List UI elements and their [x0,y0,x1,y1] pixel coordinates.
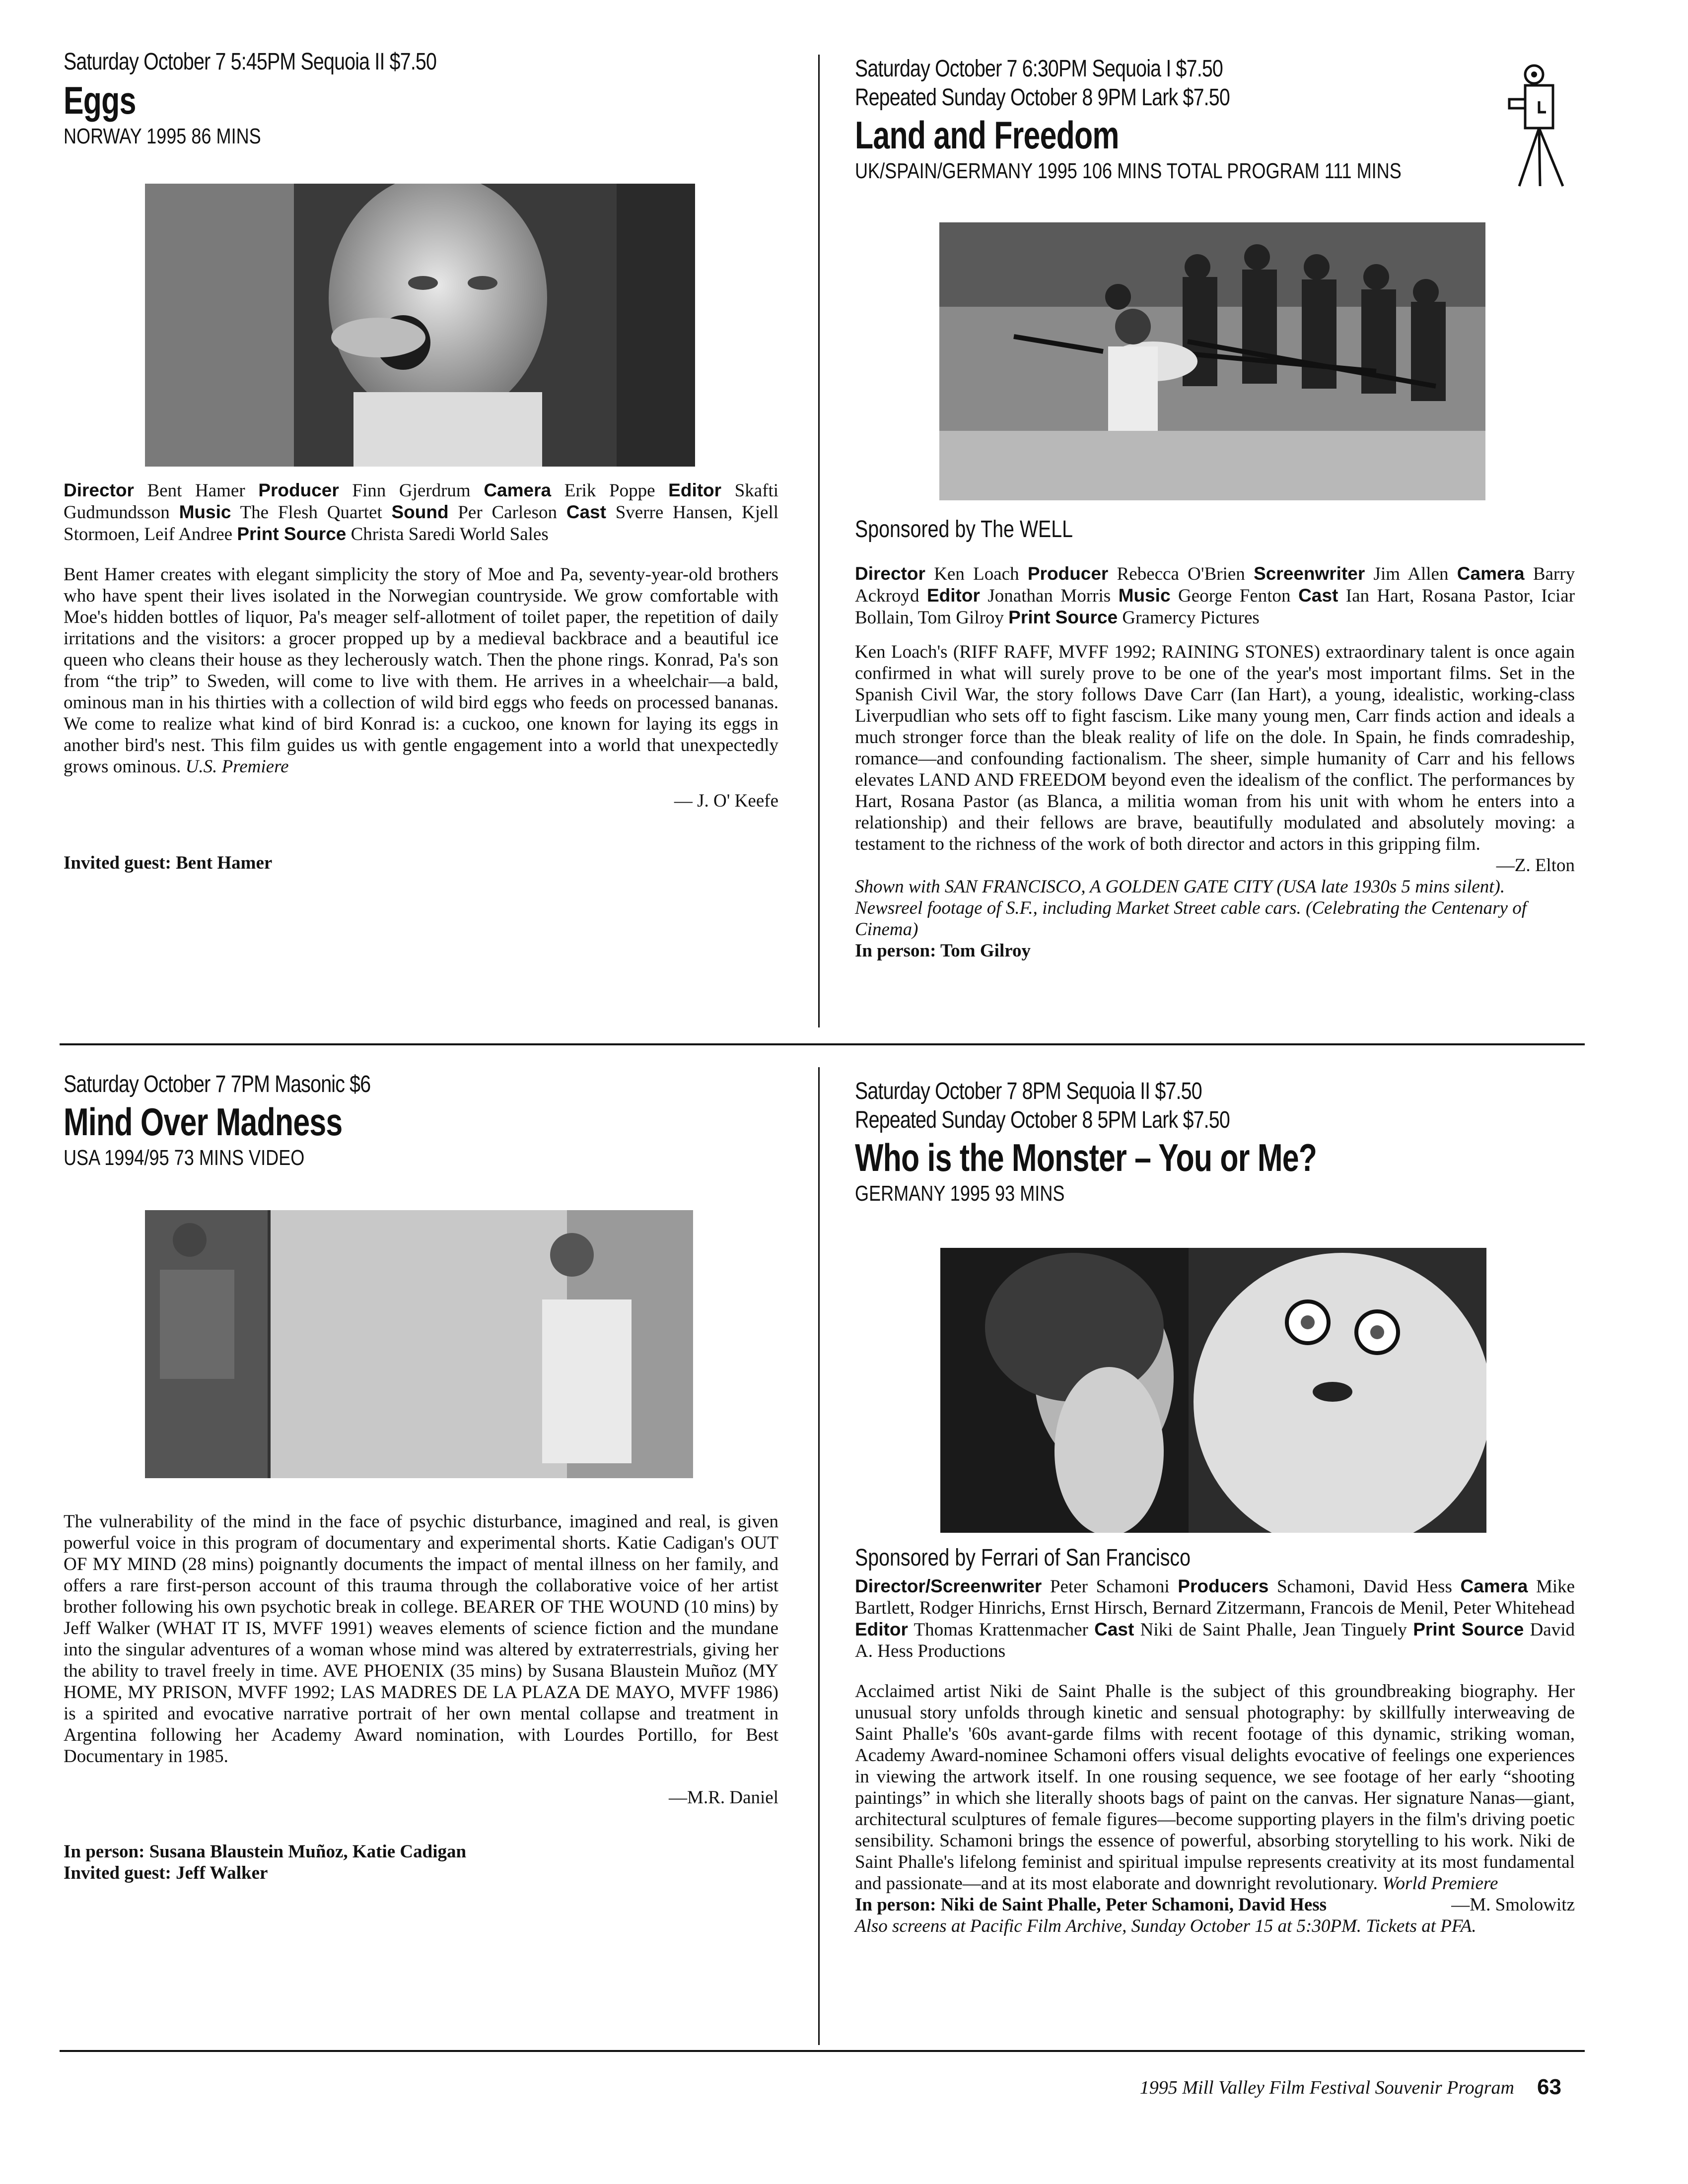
mind-title: Mind Over Madness [64,1100,343,1144]
mind-synopsis: The vulnerability of the mind in the face of psychic disturbance, imagined and real, is given powerful voice in this program of documentary and experimental shorts. Katie Cadigan's OUT OF MY MIND (28 mins) poignantly documents the impact of mental illness on her family, and offers a rare first-person account of this trauma through the collaborative voice of her artist brother following his own psychotic break in college. BEARER OF THE WOUND (10 mins) by Jeff Walker (WHAT IT IS, MVFF 1991) weaves elements of science fiction and the mundane into the singular adventures of a woman whose mind was altered by extraterrestrials, giving her the ability to travel freely in time. AVE PHOENIX (35 mins) by Susana Blaustein Muñoz (MY HOME, MY PRISON, MVFF 1992; LAS MADRES DE LA PLAZA DE MAYO, MVFF 1986) is a spirited and evocative narrative portrait of her own mental collapse and treatment in Argentina following her Academy Award nomination, with Lourdes Portillo, for Best Documentary in 1985. [64,1511,778,1767]
monster-repeat: Repeated Sunday October 8 5PM Lark $7.50 [855,1107,1230,1133]
credit-role: Editor [855,1619,908,1639]
credit-role: Producer [1027,563,1109,584]
credit-name: George Fenton [1178,586,1291,606]
mind-schedule: Saturday October 7 7PM Masonic $6 [64,1071,371,1097]
monster-guest: In person: Niki de Saint Phalle, Peter Schamoni, David Hess [855,1895,1327,1915]
credit-name: David A. Hess Productions [855,1620,1575,1661]
footer-program-title: 1995 Mill Valley Film Festival Souvenir Program [1139,2077,1514,2098]
credit-name: Per Carleson [458,502,557,523]
monster-still-photo [940,1248,1486,1533]
eggs-details [64,479,778,874]
monster-credits [855,1575,1575,1662]
premiere-note: U.S. Premiere [185,756,289,777]
eggs-schedule: Saturday October 7 5:45PM Sequoia II $7.50 [64,49,437,75]
eggs-credits [64,479,778,545]
credit-role: Director [64,480,134,500]
credit-name: Schamoni, David Hess [1276,1576,1452,1597]
land-shown-with: Shown with SAN FRANCISCO, A GOLDEN GATE CITY (USA late 1930s 5 mins silent). Newsreel footage of S.F., including Market Street cable cars. (Celebrating the Centenary of Cinema) [855,877,1527,940]
credit-role: Cast [1094,1619,1134,1639]
eggs-byline: — J. O' Keefe [674,791,778,811]
credit-role: Producer [258,480,339,500]
premiere-note: World Premiere [1382,1873,1498,1894]
credit-name: Ian Hart, Rosana Pastor, Iciar Bollain, Tom Gilroy [855,586,1575,628]
land-meta: UK/SPAIN/GERMANY 1995 106 MINS TOTAL PROGRAM 111 MINS [855,159,1402,183]
mind-guest-in-person: In person: Susana Blaustein Muñoz, Katie Cadigan [64,1842,467,1862]
synopsis-text: Acclaimed artist Niki de Saint Phalle is the subject of this groundbreaking biography. Her unusual story unfolds through kinetic and sensual photography: by skillfully interweaving de Saint Phalle's '60s avant-garde films with recent footage of this dynamic, striking woman, Academy Award-nominee Schamoni offers visual delights evocative of feelings one experiences in viewing the artwork itself. In one rousing sequence, we see footage of her early “shooting paintings” in which she literally shoots bags of paint on the canvas. Her signature Nanas—giant, architectural sculptures of female figures—become supporting players in the film's driving poetic sensibility. Schamoni brings the essence of powerful, absorbing storytelling to his work. Niki de Saint Phalle's lifelong feminist and spiritual impulse represents creativity at its most fundamental and passionate—and at its most elaborate and downright revolutionary. [855,1681,1575,1894]
credit-role: Editor [926,585,980,606]
credit-name: Sverre Hansen, Kjell Stormoen, Leif Andree [64,502,778,545]
credit-role: Music [179,502,231,522]
synopsis-text: Bent Hamer creates with elegant simplicity the story of Moe and Pa, seventy-year-old brothers who have spent their lives isolated in the Norwegian countryside. We grow comfortable with Moe's hidden bottles of liquor, Pa's meager self-allotment of toilet paper, the repetition of daily irritations and the visitors: a grocer propped up by a medieval backbrace and a beautiful ice queen who cleans their house as they lecherously watch. Then the phone rings. Konrad, Pa's son from “the trip” to Sweden, will come to live with them. He arrives in a wheelchair—a bald, ominous man in his thirties with a collection of wild bird eggs who feeds on processed bananas. We come to realize what kind of bird Konrad is: a cuckoo, one known for laying its eggs in another bird's nest. This film guides us with gentle engagement into a world that unexpectedly grows ominous. [64,564,778,777]
credit-role: Print Source [1008,607,1118,627]
credit-name: Peter Schamoni [1050,1576,1170,1597]
credit-role: Director/Screenwriter [855,1576,1042,1596]
credit-name: Niki de Saint Phalle, Jean Tinguely [1140,1620,1407,1640]
land-repeat: Repeated Sunday October 8 9PM Lark $7.50 [855,84,1230,111]
camera-tripod-icon [1504,60,1574,189]
credit-role: Camera [1457,563,1525,584]
credit-role: Camera [1460,1576,1528,1596]
land-sponsor: Sponsored by The WELL [855,516,1073,543]
land-title: Land and Freedom [855,113,1119,157]
eggs-meta: NORWAY 1995 86 MINS [64,124,261,148]
credit-name: Jim Allen [1373,564,1449,584]
land-listing [855,55,1575,185]
byline: —M. Smolowitz [1451,1895,1575,1915]
credit-name: Barry Ackroyd [855,564,1575,606]
credit-role: Print Source [237,524,347,544]
credit-name: Finn Gjerdrum [352,480,471,501]
credit-role: Director [855,563,925,584]
credit-role: Print Source [1413,1619,1524,1639]
monster-listing [855,1077,1575,1207]
eggs-synopsis [64,564,778,777]
credit-role: Cast [1298,585,1338,606]
eggs-guest: Invited guest: Bent Hamer [64,853,273,873]
land-synopsis [855,641,1575,855]
monster-details [855,1544,1575,1937]
credit-name: Erik Poppe [564,480,655,501]
credit-name: The Flesh Quartet [240,502,382,523]
credit-name: Mike Bartlett, Rodger Hinrichs, Ernst Hirsch, Bernard Zitzermann, Francois de Menil, Peter Whitehead [855,1576,1575,1618]
credit-role: Camera [484,480,552,500]
credit-role: Cast [566,502,606,522]
land-schedule: Saturday October 7 6:30PM Sequoia I $7.50 [855,56,1223,82]
credit-role: Producers [1178,1576,1269,1596]
eggs-still-photo [145,184,695,467]
mind-details [64,1511,778,1884]
section-divider [60,1043,1585,1045]
monster-meta: GERMANY 1995 93 MINS [855,1181,1065,1206]
credit-role: Screenwriter [1254,563,1365,584]
credit-role: Editor [668,480,722,500]
mind-guest-invited: Invited guest: Jeff Walker [64,1863,268,1883]
column-divider-top [818,55,820,1027]
monster-schedule: Saturday October 7 8PM Sequoia II $7.50 [855,1078,1202,1104]
credit-role: Sound [391,502,449,522]
land-byline: —Z. Elton [1496,855,1575,876]
column-divider-bottom [818,1067,820,2045]
credit-name: Christa Saredi World Sales [351,524,549,545]
synopsis-text: Ken Loach's (RIFF RAFF, MVFF 1992; RAINING STONES) extraordinary talent is once again confirmed in what will surely prove to be one of the year's most important films. Set in the Spanish Civil War, the story follows Dave Carr (Ian Hart), a young, idealistic, working-class Liverpudlian who sets off to fight fascism. Like many young men, Carr finds action and ideals a much stronger force than the bleak reality of life on the dole. In Spain, he finds comradeship, romance—and confounding factionalism. The sheer, simple humanity of Carr and his fellows elevates LAND AND FREEDOM beyond even the idealism of the conflict. The performances by Hart, Rosana Pastor (as Blanca, a militia woman from his unit with whom he enters into a relationship) and their fellows are brave, beautifully modulated and absolutely moving: a testament to the richness of the work of both director and actors in this gripping film. [855,642,1575,854]
eggs-listing [64,48,778,150]
credit-name: Jonathan Morris [987,586,1111,606]
mind-meta: USA 1994/95 73 MINS VIDEO [64,1146,305,1170]
mind-still-photo [145,1210,693,1478]
monster-also-screens: Also screens at Pacific Film Archive, Sunday October 15 at 5:30PM. Tickets at PFA. [855,1916,1477,1936]
credit-name: Ken Loach [934,564,1019,584]
page-number: 63 [1537,2075,1561,2099]
credit-name: Bent Hamer [147,480,245,501]
monster-title: Who is the Monster – You or Me? [855,1136,1317,1179]
mind-listing [64,1070,778,1171]
footer-rule [60,2050,1585,2052]
land-still-photo [939,222,1485,500]
land-credits [855,563,1575,628]
land-details [855,515,1575,961]
credit-name: Rebecca O'Brien [1117,564,1245,584]
eggs-title: Eggs [64,78,136,122]
credit-name: Skafti Gudmundsson [64,480,779,523]
credit-role: Music [1118,585,1171,606]
mind-byline: —M.R. Daniel [669,1787,778,1808]
land-guest: In person: Tom Gilroy [855,941,1031,961]
credit-name: Thomas Krattenmacher [914,1620,1088,1640]
monster-sponsor: Sponsored by Ferrari of San Francisco [855,1545,1191,1571]
credit-name: Gramercy Pictures [1122,608,1260,628]
